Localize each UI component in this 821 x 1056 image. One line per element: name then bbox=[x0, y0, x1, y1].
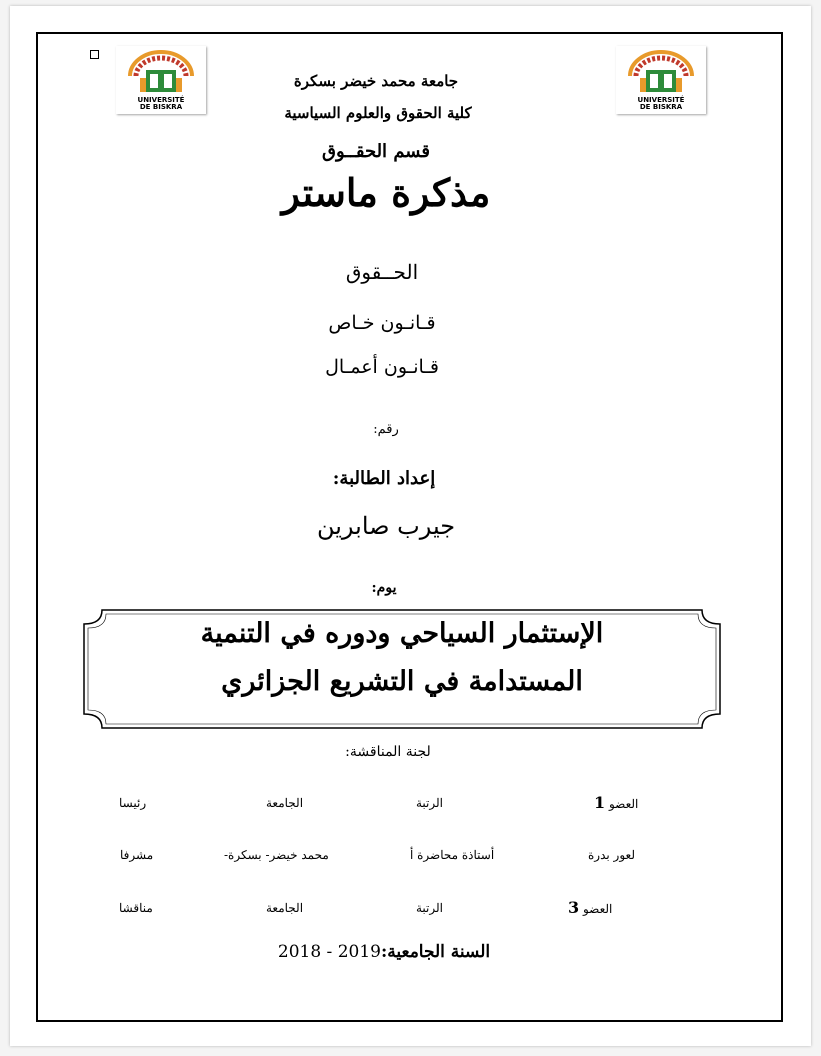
table-row-2-rank: أستاذة محاضرة أ bbox=[410, 848, 495, 862]
department-name: قسم الحقــوق bbox=[322, 141, 430, 162]
table-row-3-university: الجامعة bbox=[266, 901, 304, 915]
member-number: 3 bbox=[568, 898, 580, 917]
prepared-by-label: إعداد الطالبة: bbox=[332, 468, 436, 489]
university-logo-left bbox=[116, 46, 206, 114]
number-label: رقم: bbox=[373, 422, 399, 437]
table-row-2-member: لعور بدرة bbox=[588, 848, 635, 862]
specialty: قـانـون خـاص bbox=[328, 312, 436, 334]
document-type: مذكرة ماستر bbox=[281, 170, 491, 215]
logo-text-bottom: DE BISKRA bbox=[639, 103, 683, 111]
logo-text-top: UNIVERSITÉ bbox=[637, 96, 685, 104]
thesis-title-box bbox=[80, 606, 724, 732]
academic-year bbox=[278, 942, 490, 962]
table-row-2-university: محمد خيضر- بسكرة- bbox=[224, 848, 329, 862]
day-label: يوم: bbox=[371, 580, 397, 596]
table-row-1-member: العضو 1 bbox=[594, 793, 639, 812]
committee-label: لجنة المناقشة: bbox=[345, 744, 431, 760]
logo-text-bottom: DE BISKRA bbox=[139, 103, 183, 111]
table-row-1-role: رئيسا bbox=[119, 796, 147, 810]
member-number: 1 bbox=[594, 793, 606, 812]
thesis-title-line-1: الإستثمار السياحي ودوره في التنمية bbox=[200, 618, 604, 649]
faculty-name: كلية الحقوق والعلوم السياسية bbox=[284, 104, 472, 122]
student-name: جيرب صابرين bbox=[316, 512, 456, 540]
small-square-mark bbox=[90, 50, 99, 59]
table-row-2-role: مشرفا bbox=[120, 848, 154, 862]
university-name: جامعة محمد خيضر بسكرة bbox=[293, 72, 459, 90]
university-logo-right bbox=[616, 46, 706, 114]
table-row-3-member: العضو 3 bbox=[568, 898, 613, 917]
thesis-title-line-2: المستدامة في التشريع الجزائري bbox=[221, 666, 583, 697]
academic-year-label: السنة الجامعية: bbox=[380, 942, 491, 962]
table-row-3-role: مناقشا bbox=[119, 901, 153, 915]
table-row-1-university: الجامعة bbox=[266, 796, 304, 810]
track: قـانـون أعمـال bbox=[325, 356, 439, 378]
table-row-1-rank: الرتبة bbox=[416, 796, 444, 810]
field-of-study: الحــقوق bbox=[345, 260, 419, 284]
table-row-3-rank: الرتبة bbox=[416, 901, 444, 915]
academic-year-value: 2018 - 2019 bbox=[277, 942, 381, 962]
logo-text-top: UNIVERSITÉ bbox=[137, 96, 185, 104]
